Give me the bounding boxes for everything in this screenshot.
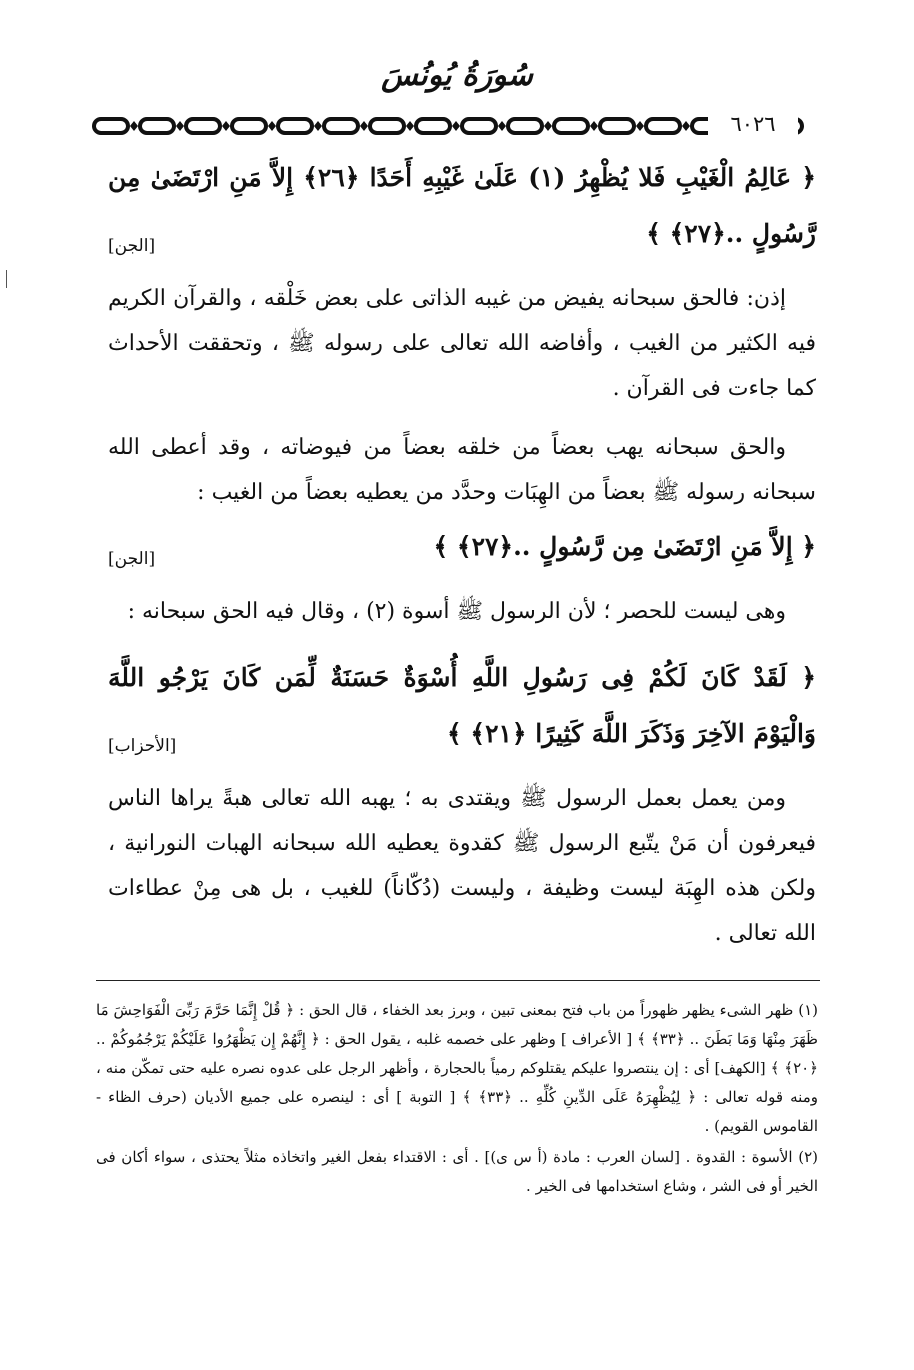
surah-reference: [الجن] [108,236,156,256]
footnote-separator [96,980,820,981]
footnote-1: (١) ظهر الشىء يظهر ظهوراً من باب فتح بمعنى تبين ، وبرز بعد الخفاء ، قال الحق : ﴿ قُلْ إِنَّمَا حَرَّمَ رَبِّىَ الْفَوَاحِشَ مَا ظَهَرَ مِنْهَا وَمَا بَطَنَ .. ﴿٣٣﴾ ﴾ [ الأعراف ] وظهر على خصمه غلبه ، يقول الحق : ﴿ إِنَّهُمْ إِن يَظْهَرُوا عَلَيْكُمْ يَرْجُمُوكُمْ .. ﴿٢٠﴾ ﴾ [الكهف] أى : إن ينتصروا عليكم يقتلوكم رمياً بالحجارة ، وأظهر الرجل على عدوه نصره عليه حتى تمكّن منه ، ومنه قوله تعالى : ﴿ لِيُظْهِرَهُ عَلَى الدِّينِ كُلِّهِ .. ﴿٣٣﴾ ﴾ [ التوبة ] أى : لينصره على جميع الأديان (حرف الظاء - القاموس القويم) . [96,1001,818,1135]
footnote-2: (٢) الأسوة : القدوة . [لسان العرب : مادة (أ س ى)] . أى : الاقتداء بفعل الغير واتخاذه مثلاً يحتذى ، سواء أكان فى الخير أو فى الشر ، وشاع استخدامها فى الخير . [96,1148,818,1195]
surah-reference: [الجن] [108,549,156,569]
paragraph: وهى ليست للحصر ؛ لأن الرسول ﷺ أسوة (٢) ، وقال فيه الحق سبحانه : [127,599,786,624]
ornamental-chain-divider [92,112,804,140]
surah-title: سُورَةُ يُونُسَ [381,58,533,93]
paragraph: ومن يعمل بعمل الرسول ﷺ ويقتدى به ؛ يهبه الله تعالى هبةً يراها الناس فيعرفون أن مَنْ يتّبع الرسول ﷺ كقدوة يعطيه الله سبحانه الهبات النورانية ، ولكن هذه الهِبَة ليست وظيفة ، وليست (دُكّاناً) للغيب ، بل هى مِنْ عطاءات الله تعالى . [108,786,816,946]
verse-text: ﴿ إِلاَّ مَنِ ارْتَضَىٰ مِن رَّسُولٍ ..﴿٢٧﴾ ﴾ [433,532,816,561]
paragraph: إذن: فالحق سبحانه يفيض من غيبه الذاتى على بعض خَلْقه ، والقرآن الكريم فيه الكثير من الغيب ، وأفاضه الله تعالى على رسوله ﷺ ، وتحققت الأحداث كما جاءت فى القرآن . [108,286,816,401]
footnotes [96,996,818,1203]
paragraph: والحق سبحانه يهب بعضاً من خلقه بعضاً من فيوضاته ، وقد أعطى الله سبحانه رسوله ﷺ بعضاً من الهِبَات وحدَّد من يعطيه بعضاً من الغيب : [108,435,816,505]
verse-text: ﴿ عَالِمُ الْغَيْبِ فَلا يُظْهِرُ (١) عَلَىٰ غَيْبِهِ أَحَدًا ﴿٢٦﴾ إِلاَّ مَنِ ارْتَضَىٰ مِن رَّسُولٍ ..﴿٢٧﴾ ﴾ [108,163,816,248]
quran-verse-jinn-27 [108,519,816,575]
quran-verse-ahzab-21 [108,650,816,762]
margin-mark [6,270,9,288]
verse-text: ﴿ لَقَدْ كَانَ لَكُمْ فِى رَسُولِ اللَّهِ أُسْوَةٌ حَسَنَةٌ لِّمَن كَانَ يَرْجُو اللَّهَ وَالْيَوْمَ الآخِرَ وَذَكَرَ اللَّهَ كَثِيرًا ﴿٢١﴾ ﴾ [108,663,816,748]
quran-verse-jinn-26-27 [108,150,816,262]
surah-reference: [الأحزاب] [108,736,177,756]
main-text [108,150,816,956]
page-number: ٦٠٢٦ [708,110,798,138]
